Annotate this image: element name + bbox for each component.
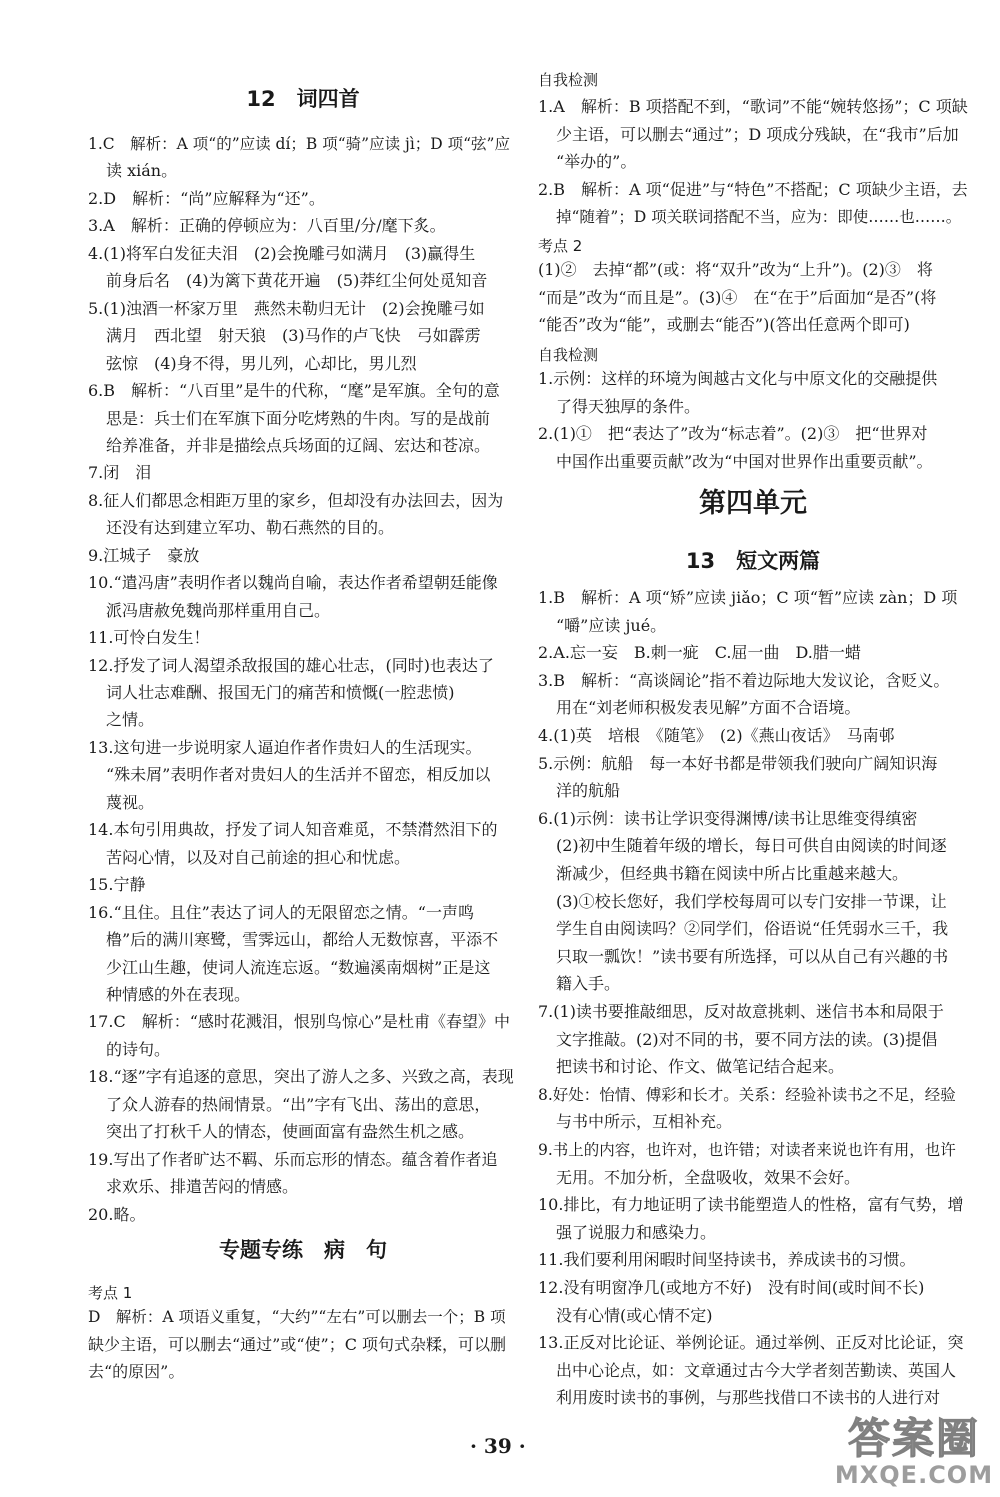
watermark-site-text: MXQE.COM <box>834 1461 994 1489</box>
lesson-12-answer-line: 8.征人们都思念相距万里的家乡，但却没有办法回去，因为 <box>88 490 504 510</box>
lesson-12-answer-line: 派冯唐赦免魏尚那样重用自己。 <box>106 600 331 620</box>
lesson-12-answer-line: 20.略。 <box>88 1204 146 1224</box>
lesson-13-answer-line: 强了说服力和感染力。 <box>556 1222 717 1242</box>
topic-answer-line: 去“的原因”。 <box>88 1362 185 1381</box>
kaodian-2-line: “能否”改为“能”，或删去“能否”)(答出任意两个即可) <box>538 315 910 334</box>
lesson-12-answer-line: 满月 西北望 射天狼 (3)马作的卢飞快 弓如霹雳 <box>106 326 481 346</box>
self-check-label-1: 自我检测 <box>538 71 599 89</box>
lesson-12-answer-line: 还没有达到建立军功、勒石燕然的目的。 <box>106 518 395 538</box>
self-check-2-line: 了得天独厚的条件。 <box>556 396 701 416</box>
kaodian-2-label: 考点 2 <box>538 237 583 255</box>
lesson-12-answer-line: 3.A 解析：正确的停顿应为：八百里/分/麾下炙。 <box>88 216 446 236</box>
lesson-12-answer-line: 7.闭 泪 <box>88 463 152 483</box>
topic-answer-line: 缺少主语，可以删去“通过”或“使”；C 项句式杂糅，可以删 <box>88 1334 507 1354</box>
lesson-13-answer-line: (2)初中生随着年级的增长，每日可供自由阅读的时间逐 <box>556 836 947 856</box>
lesson-13-answer-line: 5.示例：航船 每一本好书都是带领我们驶向广阔知识海 <box>538 753 938 773</box>
self-check-2-line: 中国作出重要贡献”改为“中国对世界作出重要贡献”。 <box>556 451 933 471</box>
lesson-12-answer-line: 思是：兵士们在军旗下面分吃烤熟的牛肉。写的是战前 <box>106 408 491 428</box>
lesson-12-answer-line: 13.这句进一步说明家人逼迫作者作贵妇人的生活现实。 <box>88 737 482 757</box>
lesson-13-answer-line: 7.(1)读书要推敲细思，反对故意挑刺、迷信书本和局限于 <box>538 1002 944 1021</box>
lesson-12-answer-line: 弦惊 (4)身不得，男儿列，心却比，男儿烈 <box>106 353 417 373</box>
kaodian-2-line: (1)② 去掉“都”(或：将“双升”改为“上升”)。(2)③ 将 <box>538 260 933 279</box>
lesson-12-answer-line: 17.C 解析：“感时花溅泪，恨别鸟惊心”是杜甫《春望》中 <box>88 1012 511 1032</box>
lesson-13-answer-line: 11.我们要利用闲暇时间坚持读书，养成读书的习惯。 <box>538 1250 916 1270</box>
lesson-12-answer-line: 18.“逐”字有追逐的意思，突出了游人之多、兴致之高，表现 <box>88 1067 514 1087</box>
lesson-12-answer-line: 给养准备，并非是描绘点兵场面的辽阔、宏达和苍凉。 <box>106 435 491 455</box>
lesson-12-answer-line: 的诗句。 <box>106 1039 171 1059</box>
lesson-12-answer-line: 读 xián。 <box>106 161 178 181</box>
lesson-12-answer-line: 少江山生趣，使词人流连忘返。“数遍溪南烟树”正是这 <box>106 957 491 977</box>
lesson-13-answer-line: 1.B 解析：A 项“矫”应读 jiǎo；C 项“暂”应读 zàn；D 项 <box>538 588 958 607</box>
lesson-13-answer-line: 用在“刘老师积极发表见解”方面不合语境。 <box>556 698 861 718</box>
lesson-13-answer-line: 把读书和讨论、作文、做笔记结合起来。 <box>556 1057 845 1077</box>
lesson-13-answer-line: 与书中所示，互相补充。 <box>556 1112 733 1132</box>
lesson-13-answer-line: 学生自由阅读吗？②同学们，俗语说“任凭弱水三千，我 <box>556 919 949 939</box>
lesson-12-answer-line: 10.“遣冯唐”表明作者以魏尚自喻，表达作者希望朝廷能像 <box>88 573 498 593</box>
self-check-1-line: 1.A 解析：B 项搭配不到，“歌词”不能“婉转悠扬”；C 项缺 <box>538 97 968 116</box>
lesson-13-answer-line: 没有心情(或心情不定) <box>556 1305 713 1325</box>
lesson-12-answer-line: 蔑视。 <box>106 792 155 812</box>
watermark-logo <box>834 1414 994 1489</box>
unit-4-heading: 第四单元 <box>699 488 807 519</box>
lesson-13-answer-line: (3)①校长您好，我们学校每周可以专门安排一节课，让 <box>556 891 947 911</box>
lesson-13-answer-line: 2.A.忘一妄 B.刺一疵 C.屈一曲 D.腊一蜡 <box>538 643 861 663</box>
lesson-12-answer-line: 橹”后的满川寒鹭，雪霁远山，都给人无数惊喜，平添不 <box>106 930 499 950</box>
lesson-12-answer-line: 15.宁静 <box>88 875 146 895</box>
topic-answer-line: D 解析：A 项语义重复，“大约”“左右”可以删去一个；B 项 <box>88 1308 506 1326</box>
lesson-12-answer-line: 种情感的外在表现。 <box>106 984 251 1004</box>
lesson-12-answer-line: 2.D 解析：“尚”应解释为“还”。 <box>88 188 325 208</box>
lesson-13-answer-line: 9.书上的内容，也许对，也许错；对读者来说也许有用，也许 <box>538 1141 956 1159</box>
lesson-12-answer-line: 4.(1)将军白发征夫泪 (2)会挽雕弓如满月 (3)赢得生 <box>88 243 476 263</box>
lesson-13-answer-line: 4.(1)英 培根 《随笔》 (2)《燕山夜话》 马南邨 <box>538 726 895 745</box>
lesson-12-answer-line: 苦闷心情，以及对自己前途的担心和忧虑。 <box>106 847 411 867</box>
lesson-12-answer-line: 5.(1)浊酒一杯家万里 燕然未勒归无计 (2)会挽雕弓如 <box>88 298 485 318</box>
lesson-12-answer-line: 词人壮志难酬、报国无门的痛苦和愤慨(一腔悲愤) <box>106 683 455 702</box>
page-number: · 39 · <box>470 1434 526 1458</box>
lesson-12-answer-line: 11.可怜白发生！ <box>88 628 210 648</box>
lesson-12-answer-line: 1.C 解析：A 项“的”应读 dí；B 项“骑”应读 jì；D 项“弦”应 <box>88 135 510 153</box>
lesson-12-answer-line: 6.B 解析：“八百里”是牛的代称，“麾”是军旗。全句的意 <box>88 381 500 401</box>
lesson-13-answer-line: 8.好处：怡情、傅彩和长才。关系：经验补读书之不足，经验 <box>538 1085 956 1104</box>
lesson-12-answer-line: 14.本句引用典故，抒发了词人知音难觅，不禁潸然泪下的 <box>88 820 498 840</box>
lesson-12-answer-line: 前身后名 (4)为篱下黄花开遍 (5)莽红尘何处觅知音 <box>106 271 488 291</box>
lesson-12-answer-line: 之情。 <box>106 710 155 730</box>
lesson-13-answer-line: 利用废时读书的事例，与那些找借口不读书的人进行对 <box>556 1388 941 1408</box>
lesson-13-answer-line: 10.排比，有力地证明了读书能塑造人的性格，富有气势，增 <box>538 1195 964 1215</box>
lesson-13-answer-line: 渐减少，但经典书籍在阅读中所占比重越来越大。 <box>556 864 909 883</box>
self-check-1-line: “举办的”。 <box>556 152 637 171</box>
lesson-13-answer-line: 6.(1)示例：读书让学识变得渊博/读书让思维变得缜密 <box>538 808 918 828</box>
lesson-13-answer-line: 无用。不加分析，全盘吸收，效果不会好。 <box>556 1167 861 1187</box>
lesson-13-answer-line: 文字推敲。(2)对不同的书，要不同方法的读。(3)提倡 <box>556 1029 938 1049</box>
lesson-13-answer-line: 出中心论点，如：文章通过古今大学者刻苦勤读、英国人 <box>556 1360 957 1380</box>
lesson-13-answer-line: 洋的航船 <box>556 781 621 801</box>
lesson-12-answer-line: 12.抒发了词人渴望杀敌报国的雄心壮志，(同时)也表达了 <box>88 655 494 675</box>
watermark-main-text: 答案圈 <box>847 1414 980 1463</box>
lesson-13-answer-line: 13.正反对比论证、举例论证。通过举例、正反对比论证，突 <box>538 1333 964 1353</box>
self-check-2-line: 1.示例：这样的环境为闽越古文化与中原文化的交融提供 <box>538 369 938 388</box>
lesson-13-answer-line: 籍入手。 <box>556 974 621 994</box>
kaodian-2-line: “而是”改为“而且是”。(3)④ 在“在于”后面加“是否”(将 <box>538 287 937 307</box>
lesson-12-answer-line: 9.江城子 豪放 <box>88 545 200 565</box>
self-check-label-2: 自我检测 <box>538 346 599 364</box>
lesson-12-answer-line: 了众人游春的热闹情景。“出”字有飞出、荡出的意思， <box>106 1094 491 1114</box>
lesson-13-heading: 13 短文两篇 <box>685 549 821 573</box>
lesson-12-heading: 12 词四首 <box>246 87 360 111</box>
topic-practice-heading: 专题专练 病 句 <box>219 1238 387 1262</box>
self-check-1-line: 少主语，可以删去“通过”；D 项成分残缺，在“我市”后加 <box>556 124 959 144</box>
lesson-12-answer-line: 16.“且住。且住”表达了词人的无限留恋之情。“一声鸣 <box>88 902 474 922</box>
self-check-1-line: 掉“随着”；D 项关联词搭配不当，应为：即使……也……。 <box>556 208 962 226</box>
lesson-12-answer-line: 突出了打秋千人的情态，使画面富有盎然生机之感。 <box>106 1122 475 1142</box>
lesson-13-answer-line: 3.B 解析：“高谈阔论”指不着边际地大发议论，含贬义。 <box>538 670 950 690</box>
lesson-12-answer-line: 求欢乐、排遣苦闷的情感。 <box>106 1177 299 1197</box>
self-check-1-line: 2.B 解析：A 项“促进”与“特色”不搭配；C 项缺少主语，去 <box>538 179 968 199</box>
lesson-12-answer-line: 19.写出了作者旷达不羁、乐而忘形的情态。蕴含着作者追 <box>88 1149 498 1169</box>
self-check-2-line: 2.(1)① 把“表达了”改为“标志着”。(2)③ 把“世界对 <box>538 424 928 443</box>
lesson-13-answer-line: “嚼”应读 jué。 <box>556 615 667 635</box>
lesson-13-answer-line: 只取一瓢饮！”读书要有所选择，可以从自己有兴趣的书 <box>556 946 949 966</box>
lesson-12-answer-line: “殊未屑”表明作者对贵妇人的生活并不留恋，相反加以 <box>106 765 491 785</box>
kaodian-1-label: 考点 1 <box>88 1284 133 1302</box>
lesson-13-answer-line: 12.没有明窗净几(或地方不好) 没有时间(或时间不长) <box>538 1278 925 1297</box>
